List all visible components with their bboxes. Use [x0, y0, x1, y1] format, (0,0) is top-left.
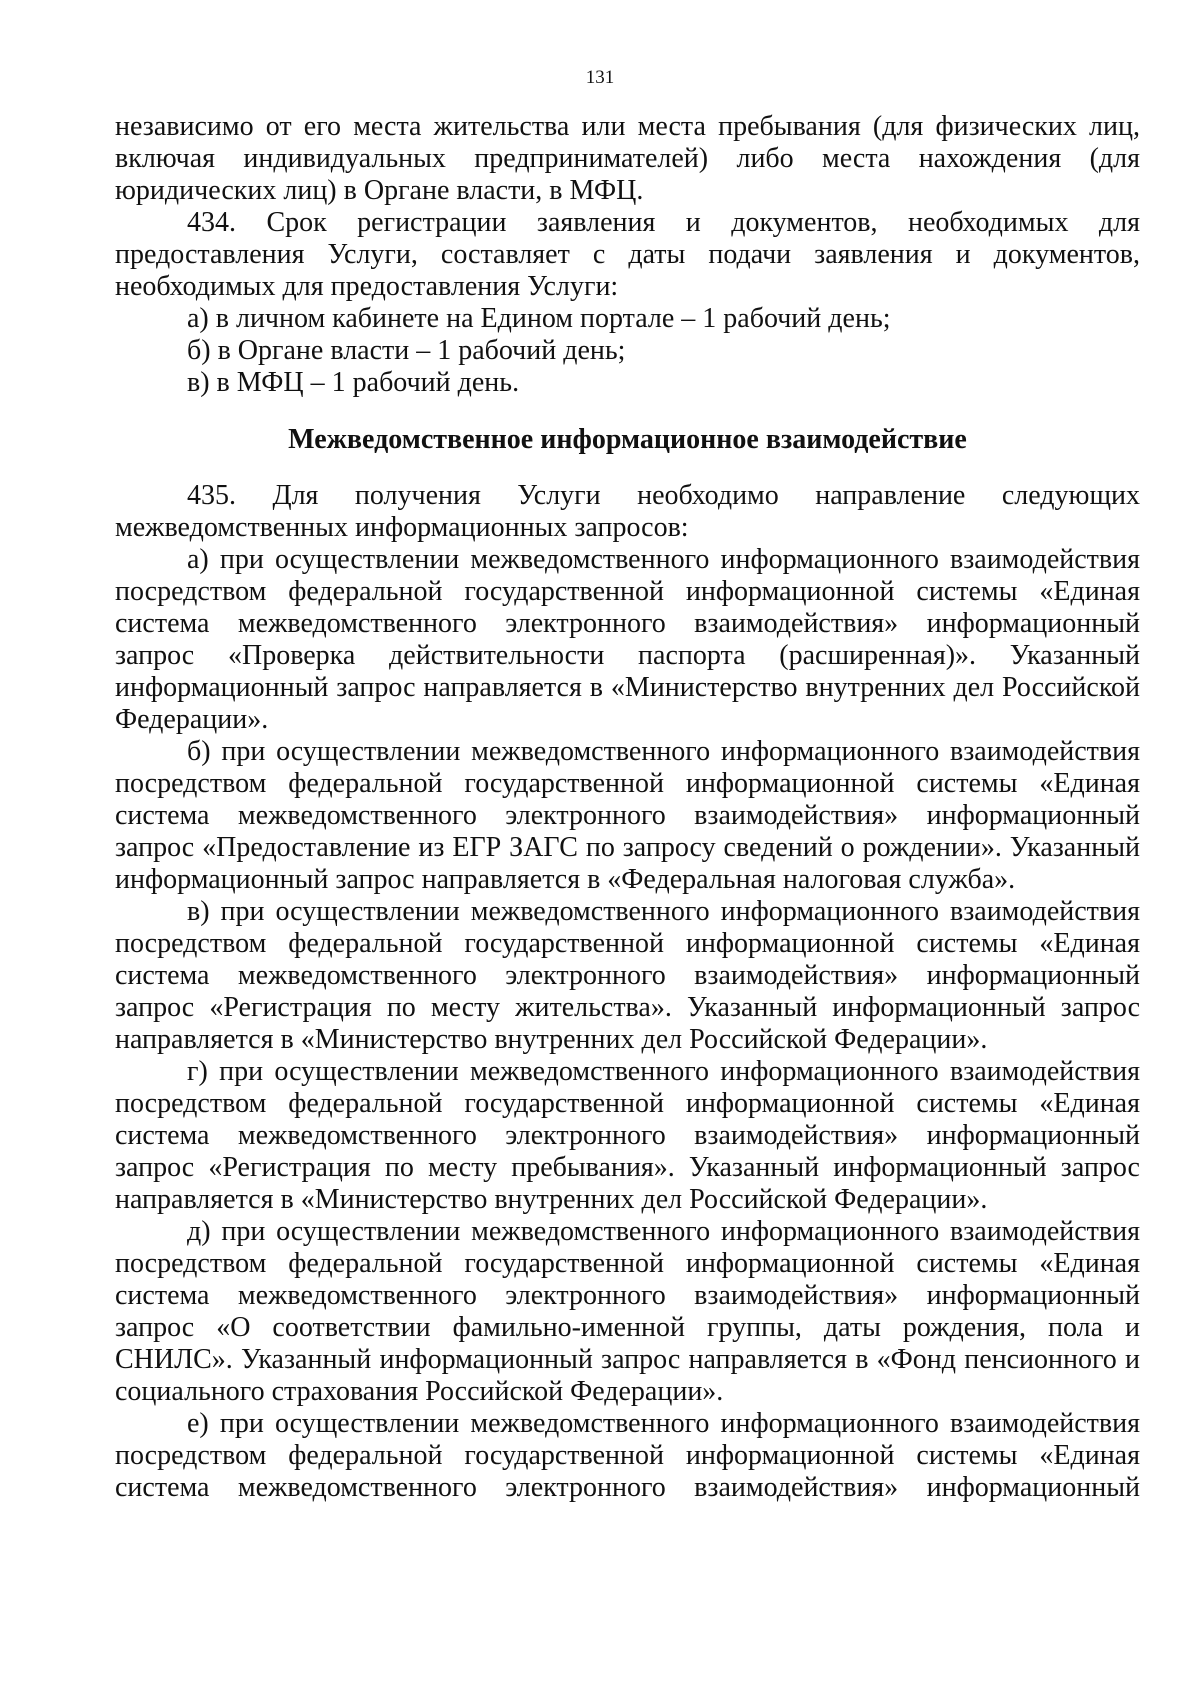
paragraph-continuation: независимо от его места жительства или места пребывания (для физических лиц, включая индивидуальных предпринимателей) либо места нахождения (для юридических лиц) в Органе власти, в МФЦ. — [115, 111, 1140, 206]
list-item-434-b: б) в Органе власти – 1 рабочий день; — [187, 335, 626, 366]
paragraph-435-d: г) при осуществлении межведомственного информационного взаимодействия посредством федеральной государственной информационной системы «Единая система межведомственного электронного взаимодействия» информационный запрос «Регистрация по месту пребывания». Указанный информационный запрос направляется в «Министерство внутренних дел Российской Федерации». — [115, 1056, 1140, 1215]
page-number: 131 — [585, 67, 615, 88]
paragraph-435-e: д) при осуществлении межведомственного информационного взаимодействия посредством федеральной государственной информационной системы «Единая система межведомственного электронного взаимодействия» информационный запрос «О соответствии фамильно-именной группы, даты рождения, пола и СНИЛС». Указанный информационный запрос направляется в «Фонд пенсионного и социального страхования Российской Федерации». — [115, 1216, 1140, 1407]
paragraph-434: 434. Срок регистрации заявления и документов, необходимых для предоставления Услуги, составляет с даты подачи заявления и документов, необходимых для предоставления Услуги: — [115, 207, 1140, 302]
document-body — [115, 111, 1140, 1504]
list-item-434-c: в) в МФЦ – 1 рабочий день. — [187, 367, 520, 398]
paragraph-435: 435. Для получения Услуги необходимо направление следующих межведомственных информационных запросов: — [115, 480, 1140, 543]
paragraph-435-b: б) при осуществлении межведомственного информационного взаимодействия посредством федеральной государственной информационной системы «Единая система межведомственного электронного взаимодействия» информационный запрос «Предоставление из ЕГР ЗАГС по запросу сведений о рождении». Указанный информационный запрос направляется в «Федеральная налоговая служба». — [115, 736, 1140, 895]
paragraph-435-f: е) при осуществлении межведомственного информационного взаимодействия посредством федеральной государственной информационной системы «Единая система межведомственного электронного взаимодействия» информационный — [115, 1408, 1140, 1503]
paragraph-435-a: а) при осуществлении межведомственного информационного взаимодействия посредством федеральной государственной информационной системы «Единая система межведомственного электронного взаимодействия» информационный запрос «Проверка действительности паспорта (расширенная)». Указанный информационный запрос направляется в «Министерство внутренних дел Российской Федерации». — [115, 544, 1140, 735]
section-heading: Межведомственное информационное взаимодействие — [288, 424, 967, 455]
list-item-434-a: а) в личном кабинете на Едином портале – 1 рабочий день; — [187, 303, 891, 334]
paragraph-435-c: в) при осуществлении межведомственного информационного взаимодействия посредством федеральной государственной информационной системы «Единая система межведомственного электронного взаимодействия» информационный запрос «Регистрация по месту жительства». Указанный информационный запрос направляется в «Министерство внутренних дел Российской Федерации». — [115, 896, 1140, 1055]
